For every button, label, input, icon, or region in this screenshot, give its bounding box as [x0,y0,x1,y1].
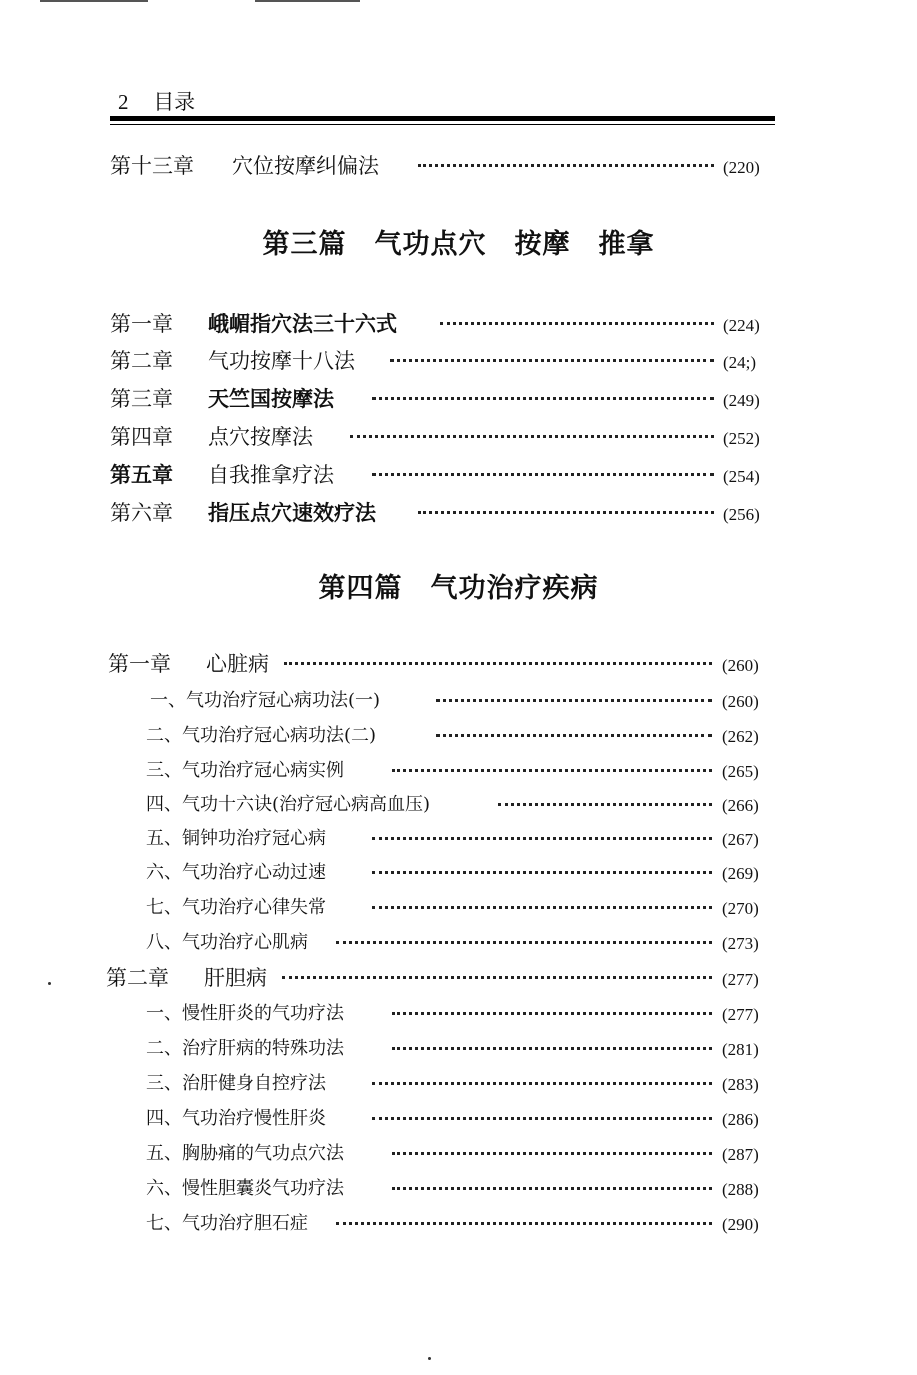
toc-subentry-title: 七、气功治疗心律失常 [146,897,326,918]
toc-page-number: (24;) [723,353,757,372]
toc-subentry[interactable] [0,1069,917,1103]
header-page-number: 2 [118,90,129,114]
toc-page-number: (286) [722,1110,759,1129]
toc-entry[interactable] [0,383,917,417]
toc-subentry[interactable] [0,858,917,892]
scan-speck [428,1357,431,1360]
toc-subentry[interactable] [0,999,917,1033]
part-heading: 第三篇 气功点穴 按摩 推拿 [262,229,655,260]
toc-leader [436,697,712,702]
toc-subentry-title: 四、气功十六诀(治疗冠心病高血压) [146,794,431,815]
toc-leader [284,660,712,665]
toc-subentry-title: 二、治疗肝病的特殊功法 [146,1038,344,1059]
toc-subentry[interactable] [0,1034,917,1068]
toc-chapter-number: 第二章 [110,349,173,373]
toc-page-number: (277) [722,1005,759,1024]
toc-subentry-title: 六、慢性胆囊炎气功疗法 [146,1178,344,1199]
toc-page-number: (224) [723,316,760,335]
toc-subentry-title: 四、气功治疗慢性肝炎 [146,1108,326,1129]
toc-page-number: (266) [722,796,759,815]
toc-page-number: (277) [722,970,759,989]
toc-entry-title: 气功按摩十八法 [208,349,355,373]
toc-leader [436,732,712,737]
toc-leader [392,1150,712,1155]
toc-subentry[interactable] [0,790,917,824]
toc-entry-title: 峨嵋指穴法三十六式 [208,311,397,336]
toc-entry[interactable] [0,308,917,342]
toc-subentry[interactable] [0,686,917,720]
toc-leader [390,357,714,362]
toc-chapter-number: 第一章 [110,312,173,336]
toc-subentry-title: 二、气功治疗冠心病功法(二) [146,725,377,746]
toc-entry[interactable] [0,648,917,682]
toc-entry-title: 穴位按摩纠偏法 [232,154,379,178]
toc-subentry[interactable] [0,893,917,927]
toc-entry-title: 自我推拿疗法 [208,463,334,487]
toc-page-number: (254) [723,467,760,486]
toc-page-number: (262) [722,727,759,746]
toc-subentry-title: 三、治肝健身自控疗法 [146,1073,326,1094]
toc-page-number: (290) [722,1215,759,1234]
toc-chapter-number: 第一章 [108,652,171,676]
toc-page-number: (256) [723,505,760,524]
header-rule [110,116,775,121]
toc-chapter-number: 第六章 [110,501,173,525]
toc-leader [418,162,714,167]
toc-leader [418,509,714,514]
toc-entry[interactable] [0,497,917,531]
toc-subentry-title: 六、气功治疗心动过速 [146,862,326,883]
toc-entry[interactable] [0,345,917,379]
toc-page-number: (267) [722,830,759,849]
toc-subentry[interactable] [0,1139,917,1173]
part-heading: 第四篇 气功治疗疾病 [318,573,599,604]
toc-subentry[interactable] [0,1209,917,1243]
toc-leader [440,320,714,325]
toc-entry[interactable] [0,150,917,184]
toc-subentry-title: 五、胸胁痛的气功点穴法 [146,1143,344,1164]
toc-page-number: (269) [722,864,759,883]
toc-entry-title: 天竺国按摩法 [208,386,334,411]
top-edge-mark [40,0,148,2]
toc-leader [372,1080,712,1085]
toc-page-number: (287) [722,1145,759,1164]
top-edge-mark [255,0,360,2]
toc-subentry[interactable] [0,721,917,755]
toc-page-number: (273) [722,934,759,953]
toc-chapter-number: 第十三章 [110,154,194,178]
toc-entry-title: 指压点穴速效疗法 [208,500,376,525]
toc-subentry-title: 一、气功治疗冠心病功法(一) [150,690,381,711]
toc-subentry-title: 五、铜钟功治疗冠心病 [146,828,326,849]
toc-leader [392,767,712,772]
toc-page-number: (288) [722,1180,759,1199]
toc-leader [498,801,712,806]
toc-subentry[interactable] [0,928,917,962]
toc-leader [372,904,712,909]
toc-entry[interactable] [0,421,917,455]
toc-subentry[interactable] [0,1174,917,1208]
toc-entry[interactable] [0,962,917,996]
toc-subentry[interactable] [0,1104,917,1138]
toc-chapter-number: 第二章 [106,966,169,990]
scan-speck [48,982,51,985]
toc-page-number: (252) [723,429,760,448]
toc-leader [350,433,714,438]
header-rule-thin [110,124,775,125]
toc-entry-title: 肝胆病 [204,966,267,990]
toc-page-number: (249) [723,391,760,410]
toc-subentry[interactable] [0,756,917,790]
toc-leader [392,1185,712,1190]
toc-subentry[interactable] [0,824,917,858]
toc-page-number: (220) [723,158,760,177]
running-header [118,86,195,116]
toc-leader [372,1115,712,1120]
toc-subentry-title: 三、气功治疗冠心病实例 [146,760,344,781]
toc-entry[interactable] [0,459,917,493]
toc-leader [336,939,712,944]
header-title: 目录 [153,90,196,114]
toc-entry-title: 心脏病 [206,652,269,676]
toc-leader [392,1010,712,1015]
toc-subentry-title: 七、气功治疗胆石症 [146,1213,308,1234]
toc-leader [392,1045,712,1050]
toc-leader [372,471,714,476]
toc-chapter-number: 第五章 [110,462,173,487]
toc-leader [372,869,712,874]
toc-chapter-number: 第四章 [110,425,173,449]
toc-leader [336,1220,712,1225]
toc-leader [372,395,714,400]
toc-page-number: (260) [722,692,759,711]
toc-page-number: (270) [722,899,759,918]
toc-leader [372,835,712,840]
toc-subentry-title: 一、慢性肝炎的气功疗法 [146,1003,344,1024]
toc-page-number: (265) [722,762,759,781]
toc-page-number: (281) [722,1040,759,1059]
toc-page-number: (283) [722,1075,759,1094]
toc-entry-title: 点穴按摩法 [208,425,313,449]
toc-page-number: (260) [722,656,759,675]
toc-chapter-number: 第三章 [110,387,173,411]
toc-subentry-title: 八、气功治疗心肌病 [146,932,308,953]
toc-leader [282,974,712,979]
